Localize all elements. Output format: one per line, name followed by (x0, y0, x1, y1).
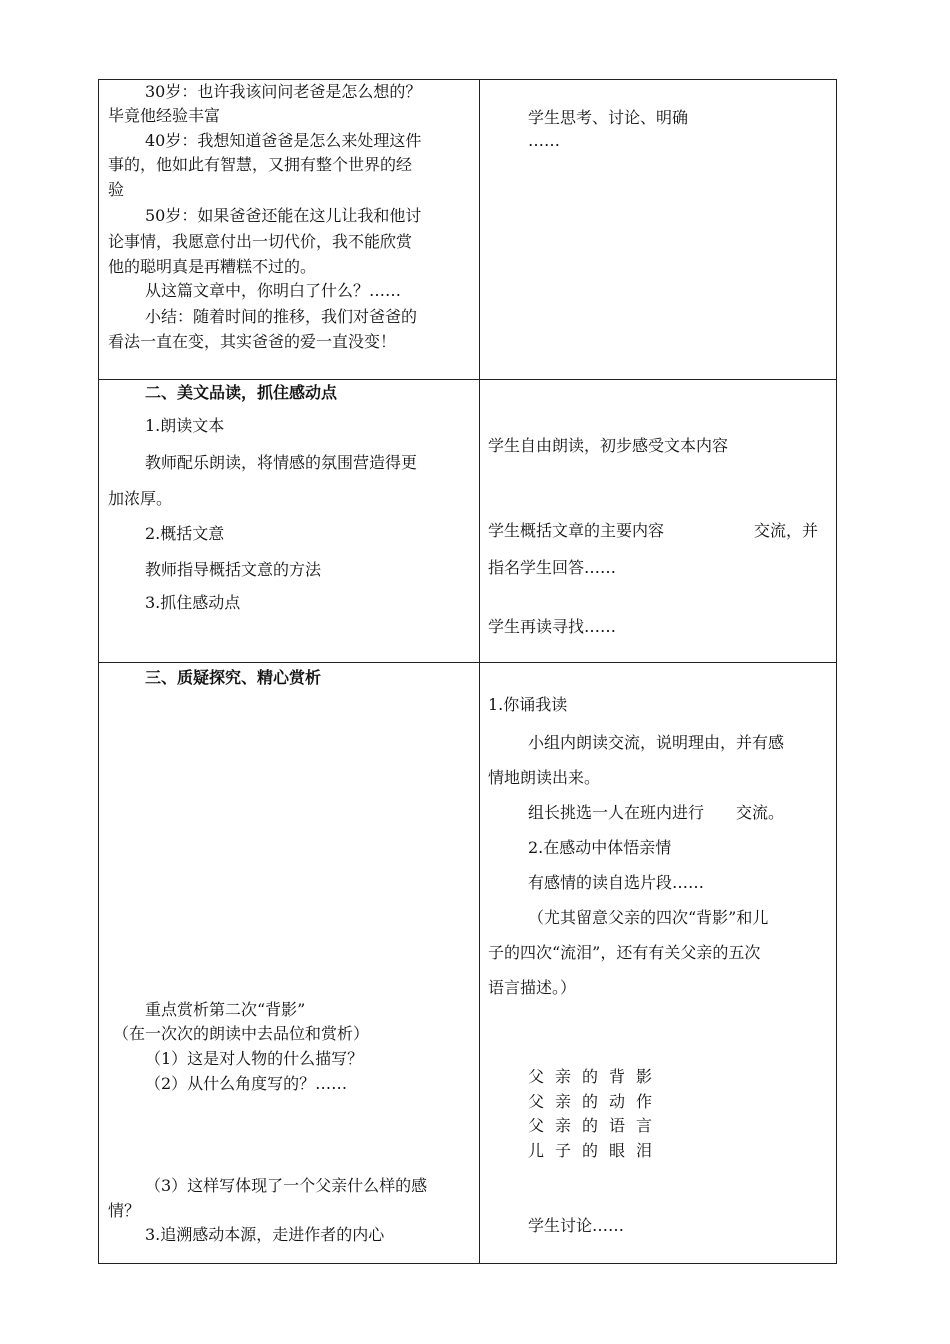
right-row3-line: 子的四次“流泪”，还有有关父亲的五次 (488, 943, 761, 962)
left-row2-line: 1.朗读文本 (145, 416, 225, 435)
right-row2-line: 指名学生回答…… (488, 558, 617, 577)
right-row3-line: 1.你诵我读 (488, 695, 568, 714)
right-row3-line: 小组内朗读交流，说明理由，并有感 (528, 733, 785, 752)
left-row1-line: 事的，他如此有智慧，又拥有整个世界的经 (108, 155, 413, 174)
lesson-table (98, 79, 837, 1264)
right-row1-line: 学生思考、讨论、明确 (528, 108, 689, 127)
right-row2-line: 学生概括文章的主要内容 (488, 521, 665, 540)
row-divider-1 (99, 379, 836, 380)
left-row2-line: 2.概括文意 (145, 524, 225, 543)
left-row1-line: 论事情，我愿意付出一切代价，我不能欣赏 (108, 232, 413, 251)
left-row3-line: （3）这样写体现了一个父亲什么样的感 (145, 1176, 428, 1195)
right-row3-line: 学生讨论…… (528, 1216, 625, 1235)
right-row2-line: 学生再读寻找…… (488, 617, 617, 636)
right-row2-line: 交流，并 (754, 521, 819, 540)
right-row3-line: 语言描述。） (488, 978, 577, 997)
right-row3-line: 父亲的动作 (528, 1092, 664, 1111)
left-row1-line: 他的聪明真是再糟糕不过的。 (108, 257, 317, 276)
left-row3-line: （在一次次的朗读中去品位和赏析） (113, 1024, 370, 1043)
left-row2-line: 教师指导概括文意的方法 (145, 560, 322, 579)
left-row3-line: 3.追溯感动本源，走进作者的内心 (145, 1225, 385, 1244)
left-row3-line: 情？ (108, 1201, 141, 1220)
right-row3-line: 2.在感动中体悟亲情 (528, 838, 672, 857)
left-row1-line: 从这篇文章中，你明白了什么？…… (145, 281, 402, 300)
left-row1-line: 验 (108, 180, 125, 199)
left-row2-line: 3.抓住感动点 (145, 593, 241, 612)
left-row2-line: 加浓厚。 (108, 489, 173, 508)
right-row3-line: 情地朗读出来。 (488, 768, 601, 787)
left-row1-line: 50岁：如果爸爸还能在这儿让我和他讨 (145, 206, 422, 225)
left-row1-line: 30岁：也许我该问问老爸是怎么想的？ (145, 82, 422, 101)
left-row1-line: 毕竟他经验丰富 (108, 106, 221, 125)
row-divider-2 (99, 662, 836, 663)
right-row3-line: 有感情的读自选片段…… (528, 873, 705, 892)
left-row2-line: 教师配乐朗读，将情感的氛围营造得更 (145, 453, 418, 472)
left-row1-line: 40岁：我想知道爸爸是怎么来处理这件 (145, 131, 422, 150)
right-row2-line: 学生自由朗读，初步感受文本内容 (488, 436, 729, 455)
right-row3-line: 组长挑选一人在班内进行 (528, 803, 705, 822)
right-row3-line: 父亲的背影 (528, 1067, 664, 1086)
left-row3-line: （1）这是对人物的什么描写？ (145, 1049, 364, 1068)
right-row3-line: 交流。 (736, 803, 785, 822)
left-row1-line: 看法一直在变，其实爸爸的爱一直没变！ (108, 332, 397, 351)
left-row1-line: 小结：随着时间的推移，我们对爸爸的 (145, 307, 418, 326)
right-row1-line: …… (528, 131, 560, 150)
left-row3-line: （2）从什么角度写的？…… (145, 1074, 348, 1093)
right-row3-line: 儿子的眼泪 (528, 1141, 664, 1160)
section-heading: 二、美文品读，抓住感动点 (145, 383, 338, 402)
right-row3-line: 父亲的语言 (528, 1116, 664, 1135)
right-row3-line: （尤其留意父亲的四次“背影”和儿 (528, 908, 769, 927)
left-row3-line: 重点赏析第二次“背影” (145, 1000, 306, 1019)
section-heading: 三、质疑探究、精心赏析 (145, 668, 322, 687)
column-divider (479, 80, 480, 1263)
